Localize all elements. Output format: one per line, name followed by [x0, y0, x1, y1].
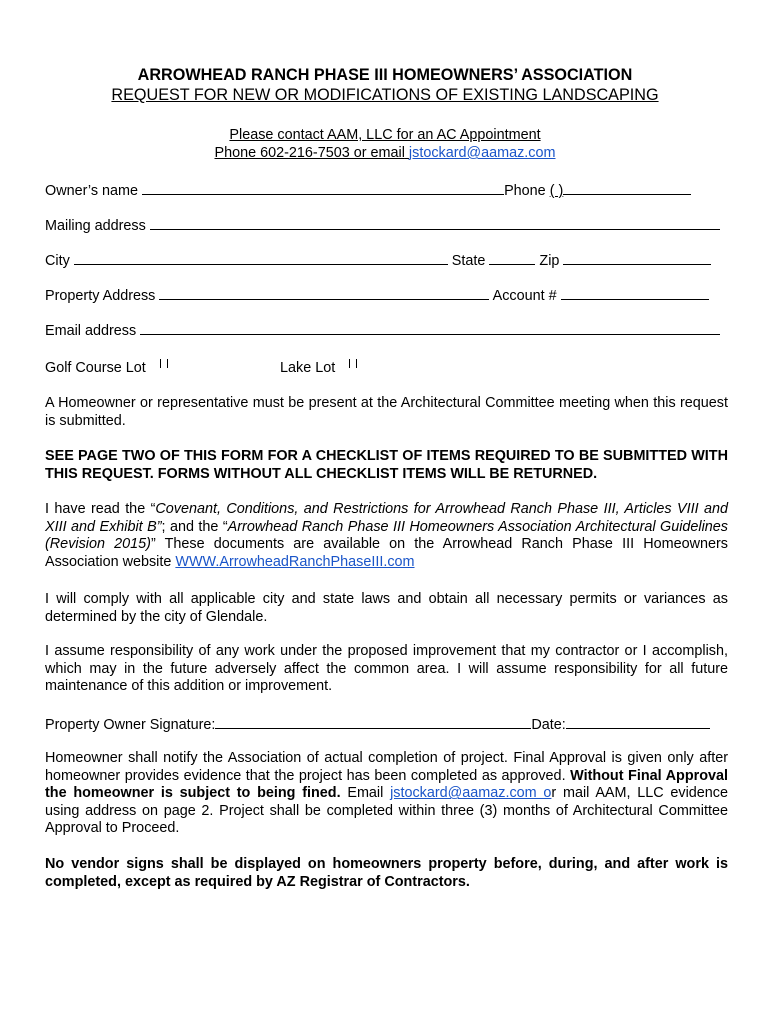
account-label: Account #	[492, 288, 557, 304]
checklist-notice: SEE PAGE TWO OF THIS FORM FOR A CHECKLIST OF ITEMS REQUIRED TO BE SUBMITTED WITH THIS REQUEST. FORMS WITHOUT ALL CHECKLIST ITEMS WILL BE RETURNED.	[45, 448, 728, 482]
contact-line-1: Please contact AAM, LLC for an AC Appointment	[229, 127, 541, 143]
email-address-field[interactable]	[140, 320, 720, 335]
form-subtitle: REQUEST FOR NEW OR MODIFICATIONS OF EXISTING LANDSCAPING	[111, 86, 659, 104]
phone-label: Phone	[504, 183, 546, 199]
completion-email-link[interactable]: jstockard@aamaz.com o	[390, 785, 552, 802]
docs-text-1: I have read the “	[45, 501, 156, 517]
website-link[interactable]: WWW.ArrowheadRanchPhaseIII.com	[175, 553, 415, 570]
lake-lot-checkbox[interactable]	[349, 359, 357, 368]
mailing-address-field[interactable]	[150, 215, 720, 230]
completion-notice	[45, 750, 728, 838]
contact-line-2	[0, 145, 770, 161]
property-account-row	[45, 285, 709, 304]
docs-guidelines-title: Arrowhead Ranch Phase III Homeowners Association Architectural Guidelines (Revision 2015)	[45, 518, 729, 553]
mailing-address-label: Mailing address	[45, 218, 146, 234]
property-address-field[interactable]	[159, 285, 489, 300]
phone-number-field[interactable]	[563, 180, 691, 195]
vendor-signs-notice: No vendor signs shall be displayed on homeowners property before, during, and after work is completed, except as required by AZ Registrar of Contractors.	[45, 856, 728, 890]
property-address-label: Property Address	[45, 288, 156, 304]
contact-email-link[interactable]: jstockard@aamaz.com	[408, 145, 556, 161]
city-state-zip-row	[45, 250, 711, 269]
golf-course-lot-label: Golf Course Lot	[45, 360, 146, 376]
completion-text-2: Email	[340, 785, 391, 802]
phone-area-code-field[interactable]: ( )	[549, 183, 564, 199]
account-field[interactable]	[561, 285, 709, 300]
completion-text-1: Homeowner shall notify the Association of actual completion of project. Final Approval is given only after homeowner provides evidence that the project has been completed as approved.	[45, 750, 728, 784]
state-field[interactable]	[489, 250, 535, 265]
lake-lot-option	[280, 359, 357, 376]
city-field[interactable]	[74, 250, 448, 265]
docs-ccr-title: Covenant, Conditions, and Restrictions for Arrowhead Ranch Phase III, Articles VIII and XIII and Exhibit B”	[45, 501, 728, 535]
contact-phone-text: Phone 602-216-7503 or email	[214, 145, 405, 161]
compliance-statement: I will comply with all applicable city and state laws and obtain all necessary permits or variances as determined by the city of Glendale.	[45, 591, 728, 625]
zip-field[interactable]	[563, 250, 711, 265]
date-field[interactable]	[566, 714, 710, 729]
zip-label: Zip	[539, 253, 560, 269]
golf-course-lot-option	[45, 359, 168, 376]
mailing-address-row	[45, 215, 720, 234]
docs-text-2: ; and the “	[161, 518, 228, 535]
state-label: State	[451, 253, 486, 269]
responsibility-statement: I assume responsibility of any work under the proposed improvement that my contractor or I accomplish, which may in the future adversely affect the common area. I will assume responsibility for all future maintenance of this addition or improvement.	[45, 643, 728, 695]
form-title: ARROWHEAD RANCH PHASE III HOMEOWNERS’ ASSOCIATION	[137, 66, 633, 84]
golf-course-lot-checkbox[interactable]	[160, 359, 168, 368]
documents-acknowledgement	[45, 501, 728, 571]
docs-text-3: ” These documents are available on the Arrowhead Ranch Phase III Homeowners Association website	[45, 536, 728, 570]
owner-name-field[interactable]	[142, 180, 504, 195]
city-label: City	[45, 253, 70, 269]
owner-name-row	[45, 180, 691, 199]
lake-lot-label: Lake Lot	[280, 360, 336, 376]
completion-text-3: r mail AAM, LLC evidence using address on page 2. Project shall be completed within three (3) months of Architectural Committee Approval to Proceed.	[45, 785, 729, 837]
signature-field[interactable]	[215, 714, 531, 729]
date-label: Date:	[531, 717, 566, 733]
signature-row	[45, 714, 710, 733]
email-address-row	[45, 320, 720, 339]
presence-notice: A Homeowner or representative must be present at the Architectural Committee meeting when this request is submitted.	[45, 395, 728, 429]
email-address-label: Email address	[45, 323, 137, 339]
completion-bold-text: Without Final Approval the homeowner is subject to being fined.	[45, 767, 729, 802]
owner-name-label: Owner’s name	[45, 183, 139, 199]
signature-label: Property Owner Signature:	[45, 717, 216, 733]
